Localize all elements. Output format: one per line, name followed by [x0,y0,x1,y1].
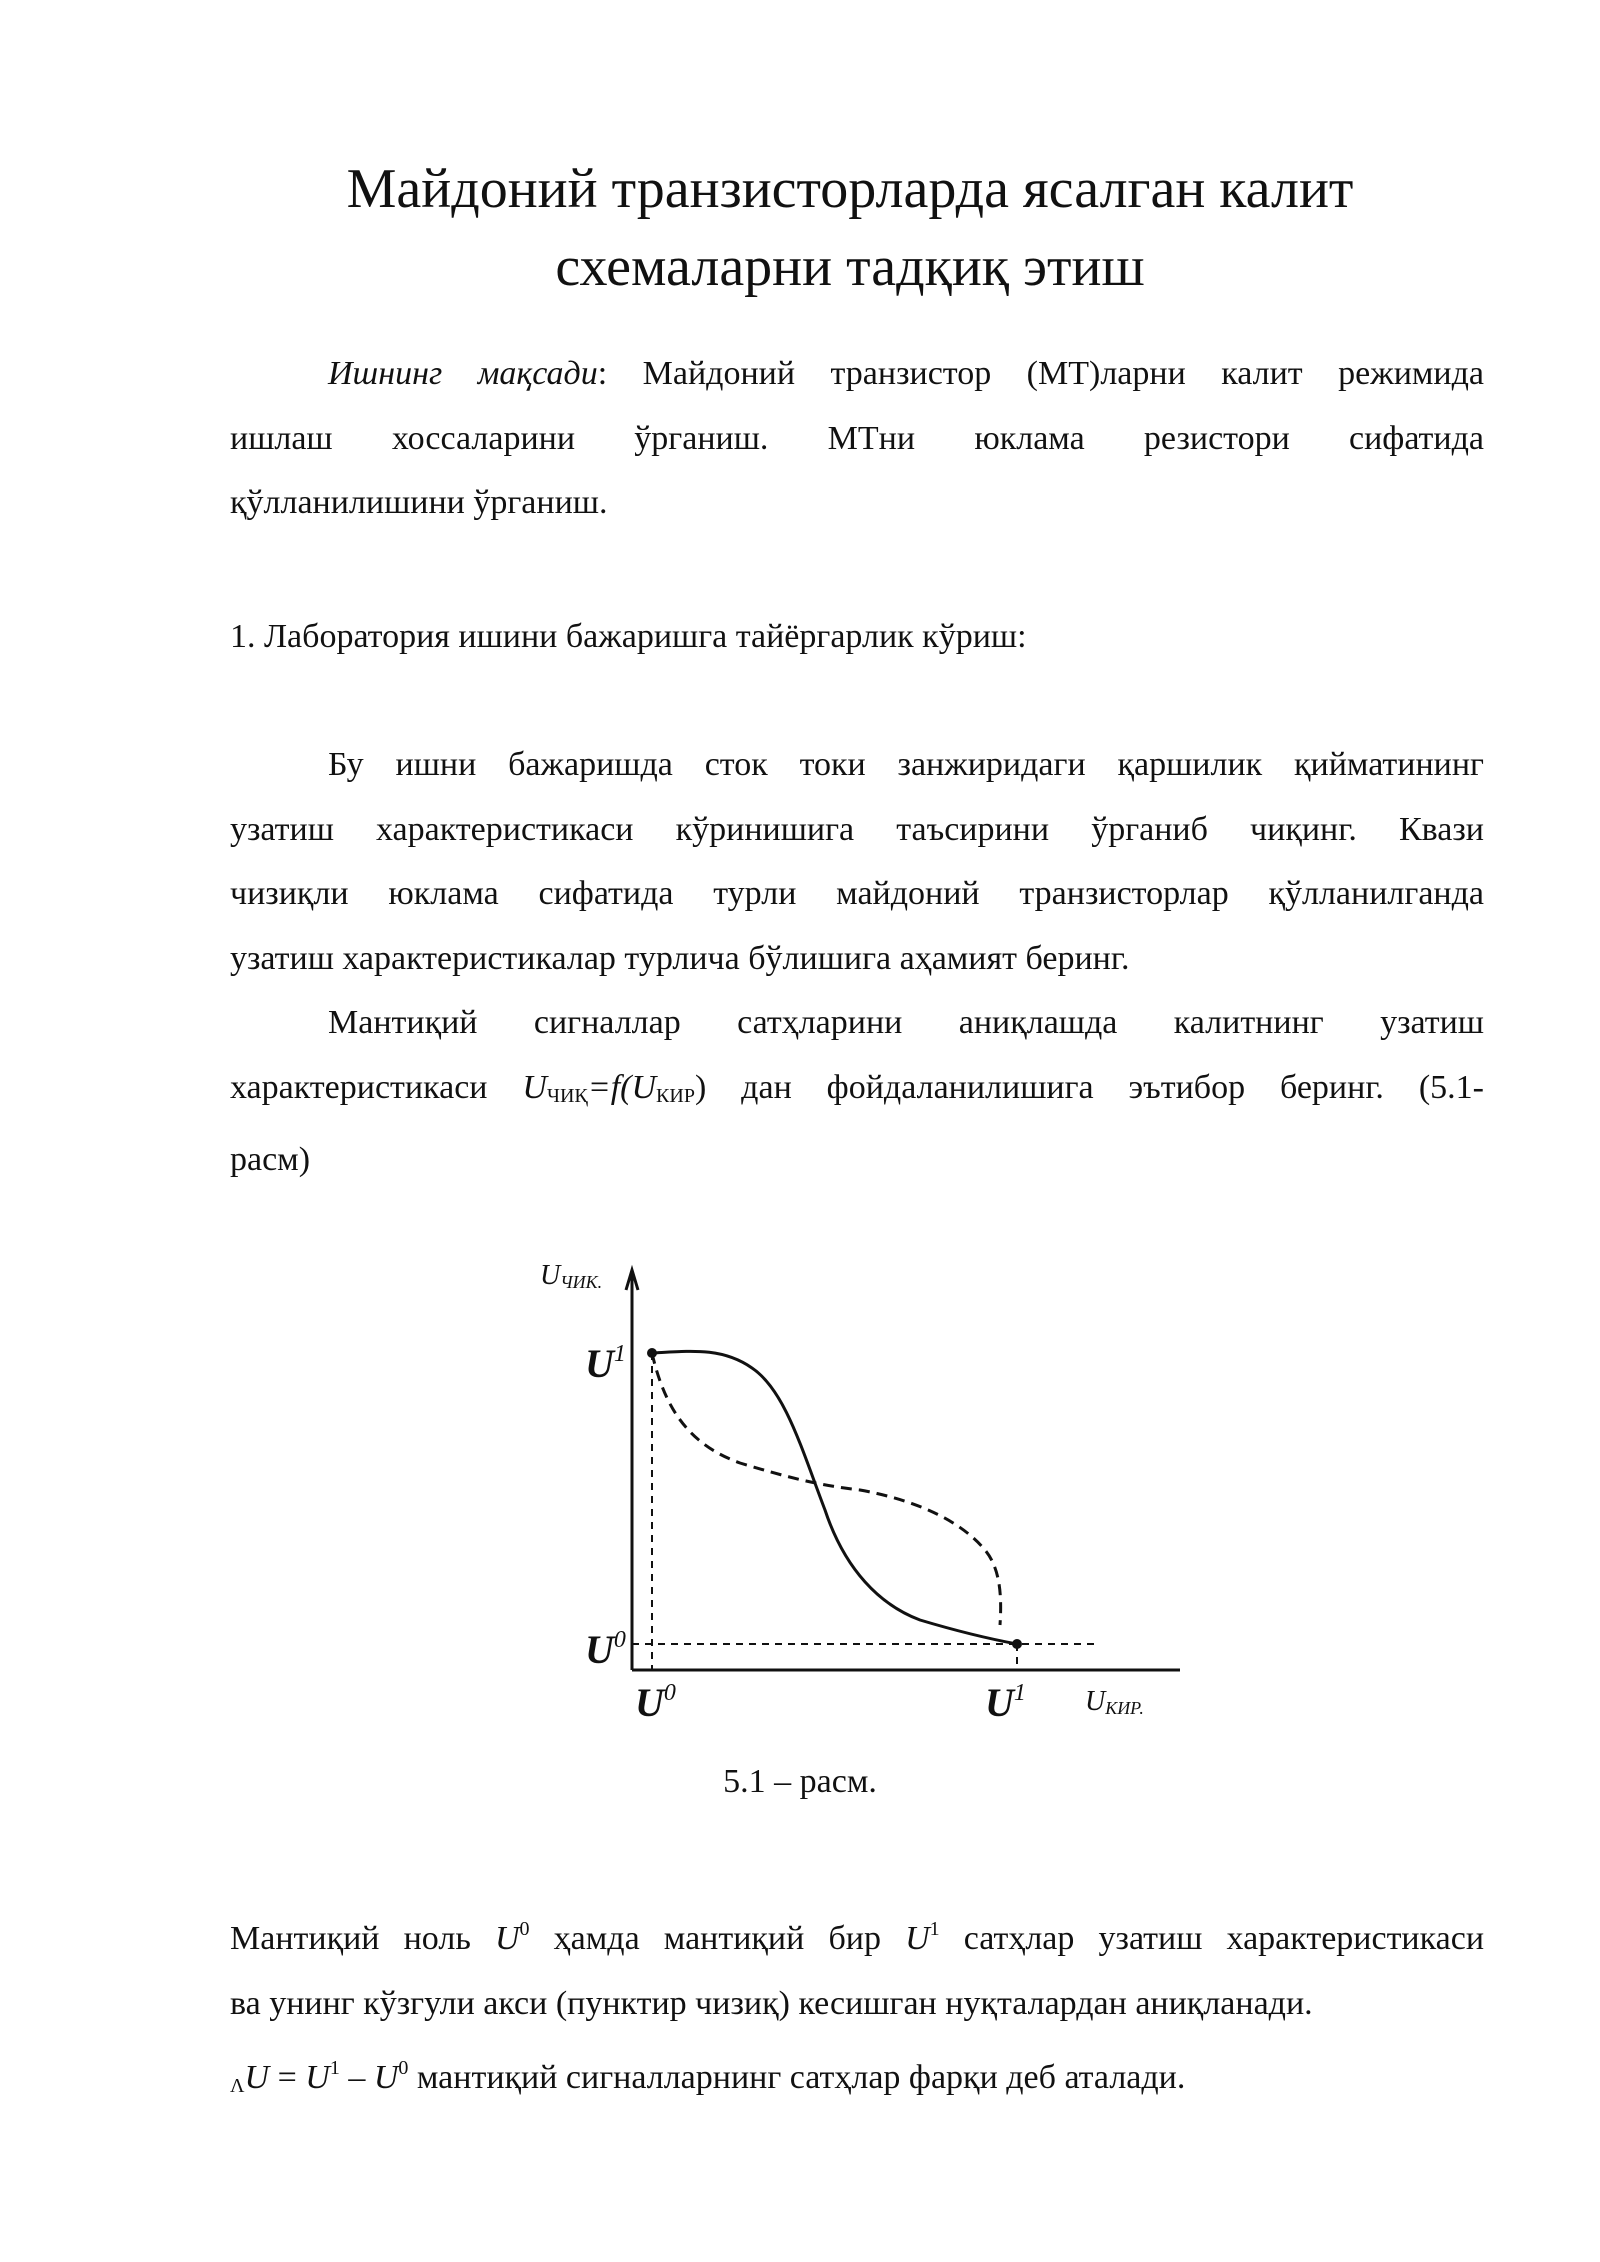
y-axis-label: UЧИК. [540,1260,603,1292]
para3-text-1: Мантиқий ноль [230,1920,495,1957]
paragraph-2 [230,991,1484,1193]
eq-u0-superscript: 0 [398,2057,409,2079]
delta-u-symbol: U [244,2059,270,2096]
u0-superscript: 0 [519,1918,530,1940]
para3-line-1 [230,1897,1484,1972]
function-f: =f( [587,1068,632,1106]
para2-line-2-end: ) дан фойдаланилишига эътибор беринг. (5.1- [694,1068,1484,1106]
u0-y-label: $U^0$ [585,1627,626,1672]
u-in-symbol: U [631,1068,657,1106]
purpose-label: Ишнинг мақсади [328,355,598,392]
purpose-line-1 [230,342,1484,407]
para2-line-1: Мантиқий сигналлар сатҳларини аниқлашда калитнинг узатиш [328,1004,1484,1041]
page-title [200,150,1500,306]
eq-u0-symbol: U [373,2059,399,2096]
u1-y-label: $U^1$ [585,1341,626,1386]
para2-line-2 [230,1056,1484,1129]
logic-zero-point [1012,1639,1022,1649]
u1-superscript: 1 [929,1918,940,1940]
eq-u1-symbol: U [305,2059,330,2096]
logic-one-point [647,1348,657,1358]
x-axis-label: UКИР. [1085,1686,1144,1718]
u-out-symbol: U [522,1068,547,1106]
u1-symbol: U [905,1920,930,1957]
para1-line-1: Бу ишни бажаришда сток токи занжиридаги қаршилик қийматининг [328,746,1484,783]
para3-text-2: ҳамда мантиқий бир [529,1920,906,1957]
purpose-line-1-text: : Майдоний транзистор (МТ)ларни калит режимида [597,355,1485,392]
para1-line-2: узатиш характеристикаси кўринишига таъсирини ўрганиб чиқинг. Квази [230,810,1484,848]
purpose-paragraph [230,342,1484,536]
minus-sign: – [339,2059,374,2096]
para2-line-2-start: характеристикаси [230,1068,523,1106]
section-1-heading: 1. Лаборатория ишини бажаришга тайёргарлик кўриш: [230,618,1027,655]
para3-line-3 [230,2036,1484,2119]
para1-line-4: узатиш характеристикалар турлича бўлишига аҳамият беринг. [230,939,1130,977]
paragraph-1 [230,733,1484,991]
u1-x-label: $U^1$ [985,1680,1026,1725]
transfer-characteristic-figure [540,1250,1180,1740]
u-in-subscript: КИР [656,1084,695,1107]
purpose-line-2: ишлаш хоссаларини ўрганиш. МТни юклама резистори сифатида [230,419,1484,457]
eq-u1-superscript: 1 [329,2057,340,2079]
title-line-1: Майдоний транзисторларда ясалган калит [346,158,1354,220]
u0-x-label: $U^0$ [635,1680,676,1725]
section-heading [230,605,1484,670]
para1-line-3: чизиқли юклама сифатида турли майдоний транзисторлар қўлланилганда [230,875,1484,912]
figure-caption: 5.1 – расм. [723,1763,877,1800]
title-line-2: схемаларни тадқиқ этиш [555,236,1145,298]
u-out-subscript: ЧИҚ [546,1084,588,1107]
paragraph-3 [230,1897,1484,2119]
purpose-line-3: қўлланилишини ўрганиш. [230,484,608,521]
para3-line-2: ва унинг кўзгули акси (пунктир чизиқ) кесишган нуқталардан аниқланади. [230,1984,1313,2022]
u0-symbol: U [494,1920,520,1957]
mirror-characteristic-dashed-curve [652,1353,1001,1625]
equals-sign: = [269,2059,306,2096]
para2-line-3: расм) [230,1141,311,1178]
transfer-characteristic-curve [652,1351,1017,1644]
para3-line-3-text: мантиқий сигналларнинг сатҳлар фарқи деб аталади. [408,2059,1186,2096]
delta-symbol: Λ [230,2075,245,2097]
para3-text-3: сатҳлар узатиш характеристикаси [939,1920,1485,1957]
